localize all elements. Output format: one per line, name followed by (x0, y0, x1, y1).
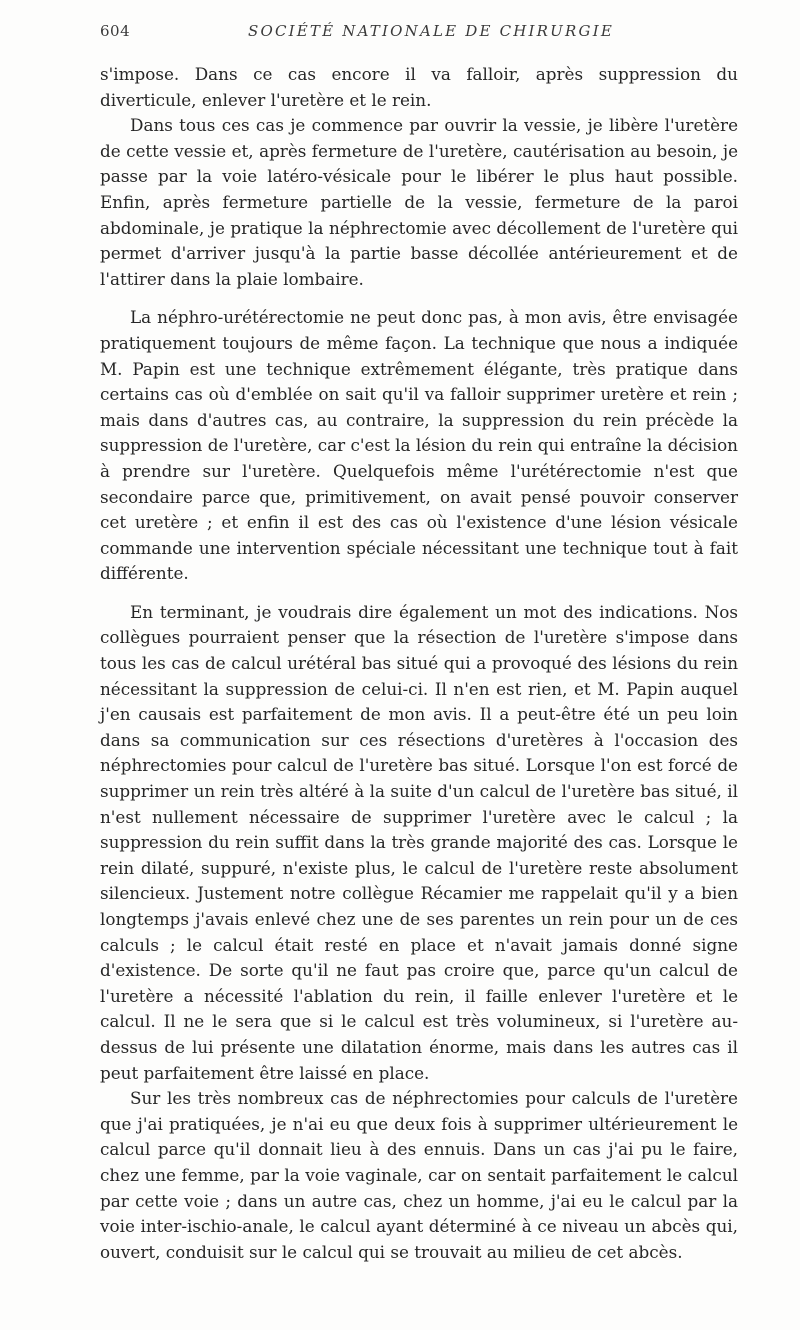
running-header (100, 22, 740, 46)
paragraph-case-reports: Sur les très nombreux cas de néphrectomies pour calculs de l'uretère que j'ai pratiquées, je n'ai eu que deux fois à supprimer ultérieurement le calcul parce qu'il donnait lieu à des ennuis. Dans un cas j'ai pu le faire, chez une femme, par la voie vaginale, car on sentait parfaitement le calcul par cette voie ; dans un autre cas, chez un homme, j'ai eu le calcul par la voie inter-ischio-anale, le calcul ayant déterminé à ce niveau un abcès qui, ouvert, conduisit sur le calcul qui se trouvait au milieu de cet abcès. (100, 1088, 738, 1262)
article-body (100, 62, 738, 1265)
paragraph-nephro-ureterectomy: La néphro-urétérectomie ne peut donc pas, à mon avis, être envisagée pratiquement toujours de même façon. La technique que nous a indiquée M. Papin est une technique extrêmement élégante, très pratique dans certains cas où d'emblée on sait qu'il va falloir supprimer uretère et rein ; mais dans d'autres cas, au contraire, la suppression du rein précède la suppression de l'uretère, car c'est la lésion du rein qui entraîne la décision à prendre sur l'uretère. Quelquefois même l'urétérectomie n'est que secondaire parce que, primitivement, on avait pensé pouvoir conserver cet uretère ; et enfin il est des cas où l'existence d'une lésion vésicale commande une intervention spéciale nécessitant une technique tout à fait différente. (100, 307, 738, 584)
paragraph-continuation: s'impose. Dans ce cas encore il va falloir, après suppression du diverticule, enlever l'uretère et le rein. (100, 64, 738, 110)
paragraph-indications: En terminant, je voudrais dire également un mot des indications. Nos collègues pourraient penser que la résection de l'uretère s'impose dans tous les cas de calcul urétéral bas situé qui a provoqué des lésions du rein nécessitant la suppression de celui-ci. Il n'en est rien, et M. Papin auquel j'en causais est parfaitement de mon avis. Il a peut-être été un peu loin dans sa communication sur ces résections d'uretères à l'occasion des néphrectomies pour calcul de l'uretère bas situé. Lorsque l'on est forcé de supprimer un rein très altéré à la suite d'un calcul de l'uretère bas situé, il n'est nullement nécessaire de supprimer l'uretère avec le calcul ; la suppression du rein suffit dans la très grande majorité des cas. Lorsque le rein dilaté, suppuré, n'existe plus, le calcul de l'uretère reste absolument silencieux. Justement notre collègue Récamier me rappelait qu'il y a bien longtemps j'avais enlevé chez une de ses parentes un rein pour un de ces calculs ; le calcul était resté en place et n'avait jamais donné signe d'existence. De sorte qu'il ne faut pas croire que, parce qu'un calcul de l'uretère a nécessité l'ablation du rein, il faille enlever l'uretère et le calcul. Il ne le sera que si le calcul est très volumineux, si l'uretère au-dessus de lui présente une dilatation énorme, mais dans les autres cas il peut parfaitement être laissé en place. (100, 601, 738, 1083)
journal-title: SOCIÉTÉ NATIONALE DE CHIRURGIE (248, 22, 614, 40)
paragraph-technique: Dans tous ces cas je commence par ouvrir la vessie, je libère l'uretère de cette vessie et, après fermeture de l'uretère, cautérisation au besoin, je passe par la voie latéro-vésicale pour le libérer le plus haut possible. Enfin, après fermeture partielle de la vessie, fermeture de la paroi abdominale, je pratique la néphrectomie avec décollement de l'uretère qui permet d'arriver jusqu'à la partie basse décollée antérieurement et de l'attirer dans la plaie lombaire. (100, 115, 738, 289)
page-number: 604 (100, 22, 131, 40)
